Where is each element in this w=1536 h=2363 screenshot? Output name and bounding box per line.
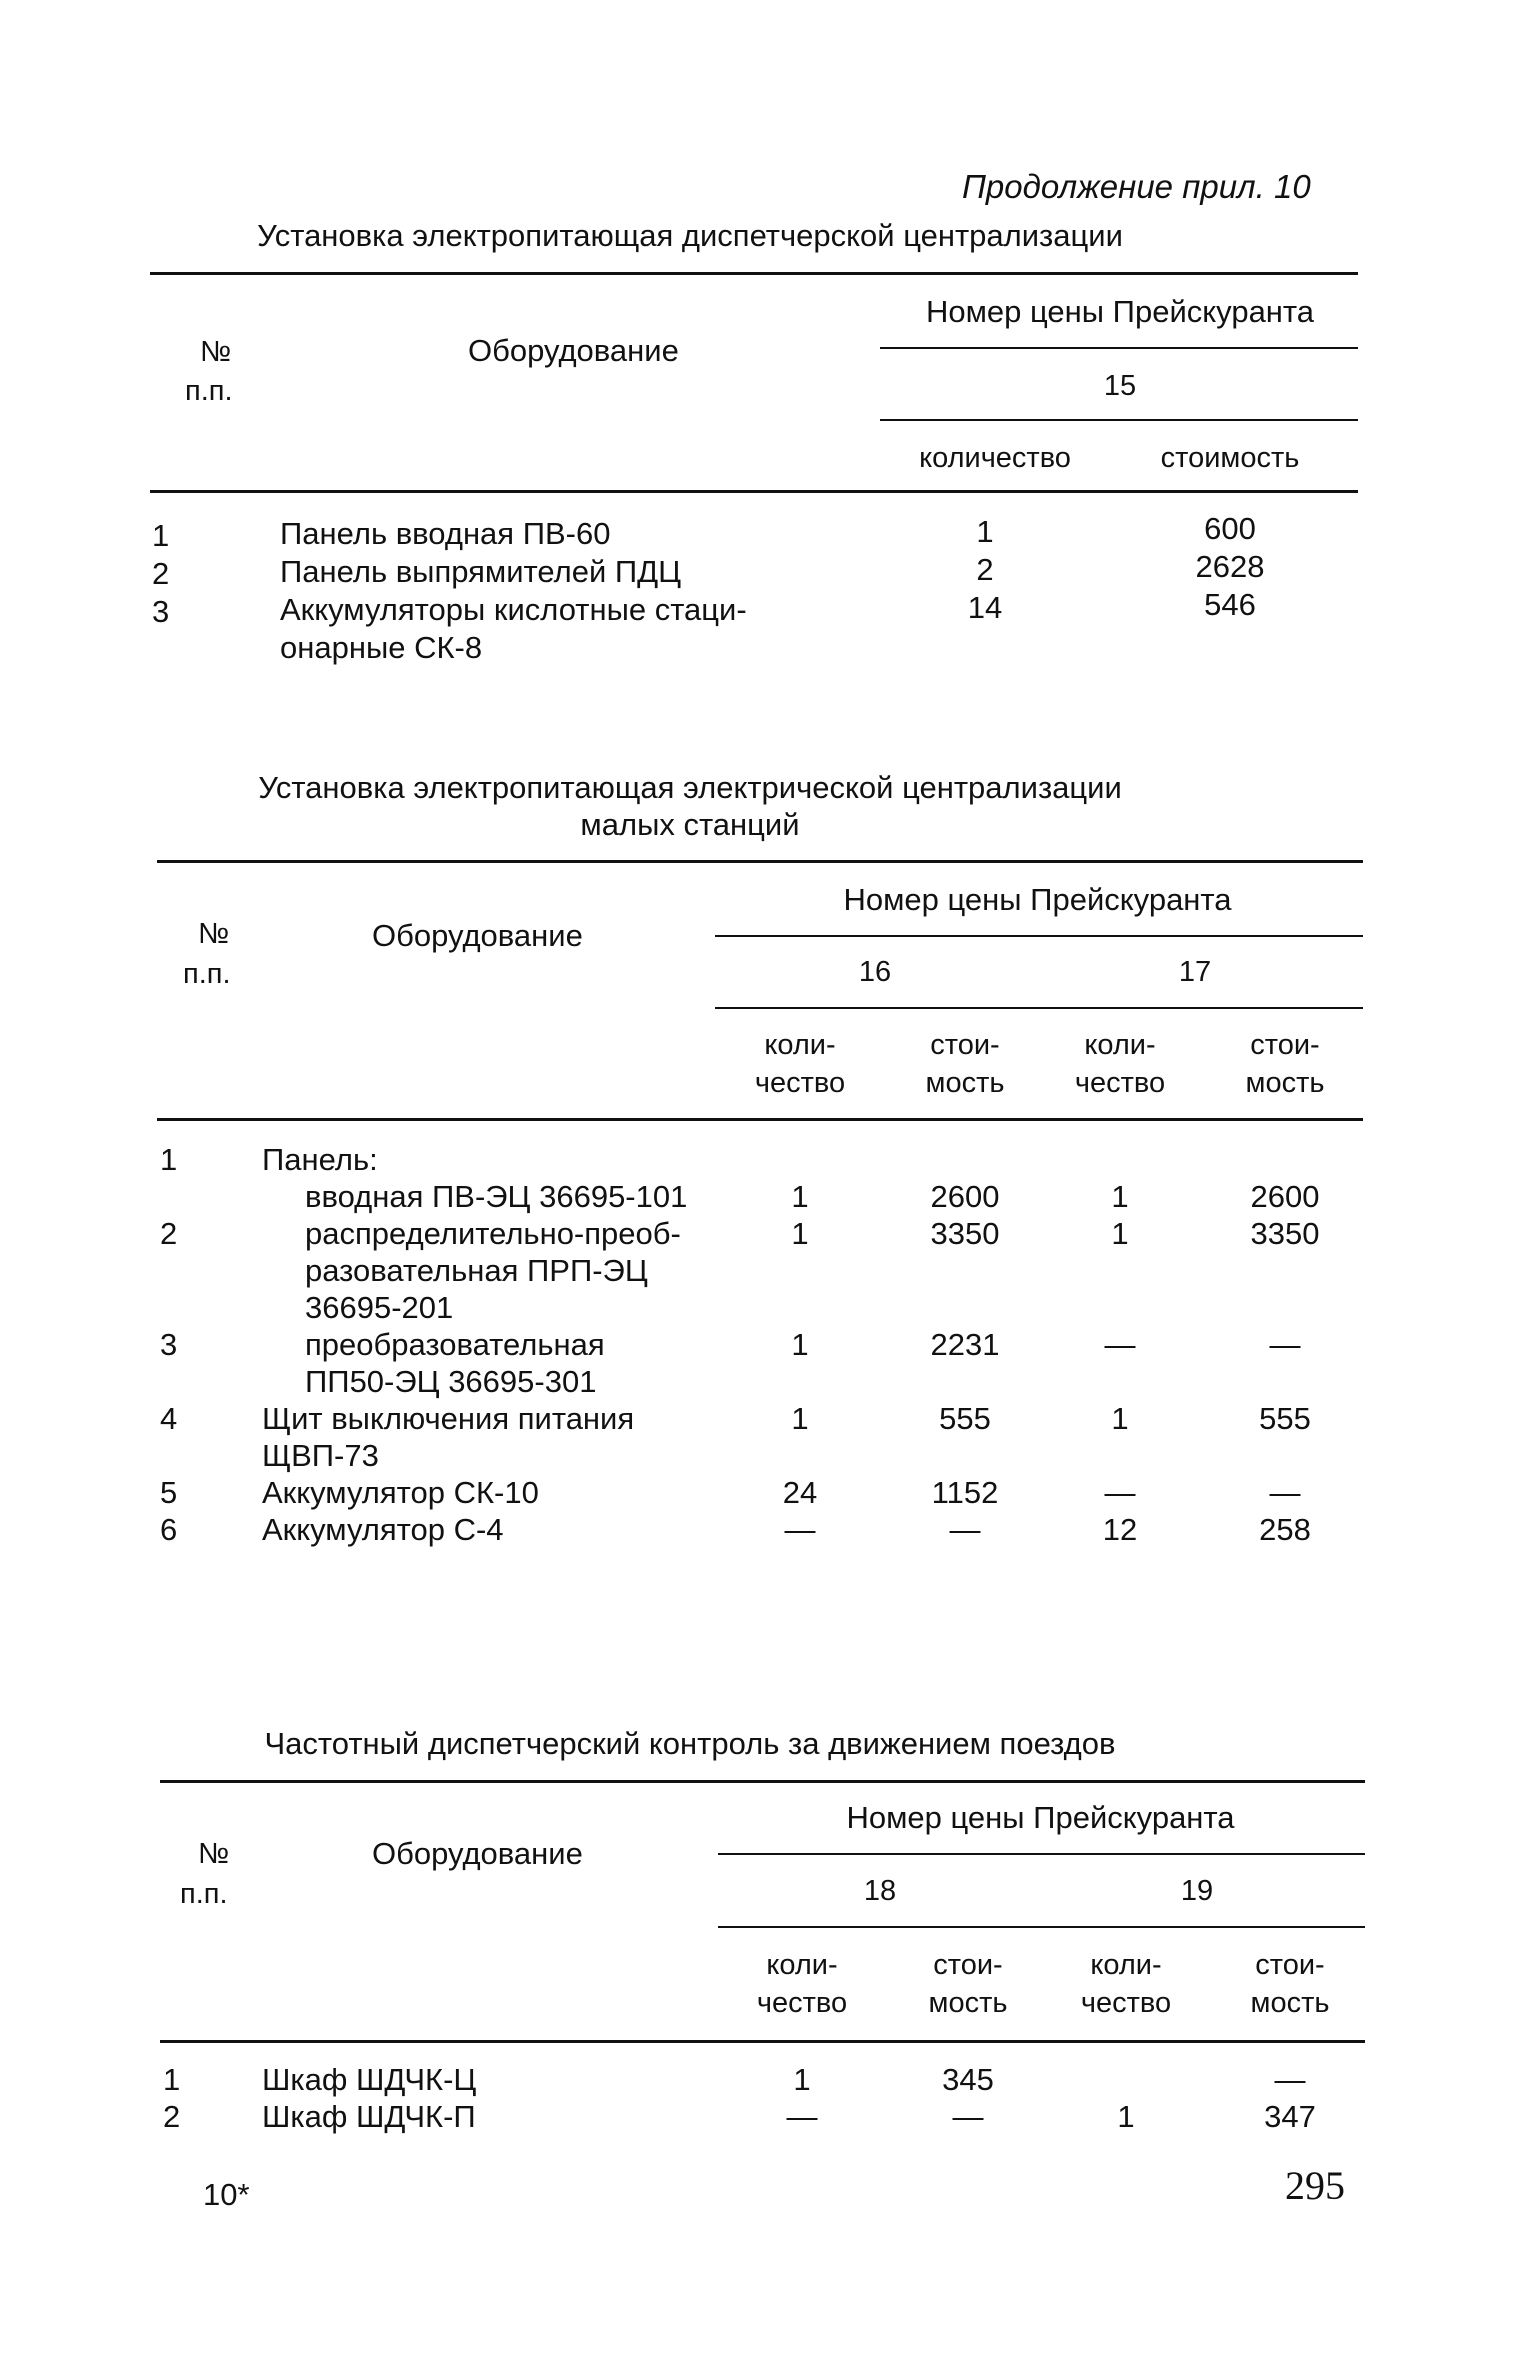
table-1-header-rule-2 <box>880 419 1358 421</box>
table-3-col-cost-19: стои- мость <box>1250 1949 1330 2019</box>
table-3-header-bottom-rule <box>160 2040 1365 2043</box>
table-row-number: 3 <box>160 1327 178 1362</box>
table-2-col-cost-17: стои- мость <box>1245 1029 1325 1099</box>
table-row-name: распределительно-преоб- <box>305 1216 681 1251</box>
table-3-price-a: 18 <box>863 1875 897 1907</box>
table-3-col-no: № <box>198 1838 230 1870</box>
table-1-price-number: 15 <box>1103 370 1137 402</box>
table-2-col-qty-16: коли- чество <box>754 1029 846 1099</box>
table-1-col-cost: стоимость <box>1160 442 1300 474</box>
table-row-cost-18: 345 <box>942 2062 994 2097</box>
table-2-title: Установка электропитающая электрической централизации <box>258 770 1122 805</box>
table-row-qty-18: — <box>786 2099 818 2134</box>
table-row-cost: 546 <box>1204 587 1256 622</box>
table-row-number: 2 <box>152 556 170 591</box>
table-row-name-continued: ЩВП-73 <box>262 1438 379 1473</box>
table-2-top-rule <box>157 860 1363 863</box>
table-1-col-equipment: Оборудование <box>468 333 679 368</box>
table-row-cost-17: — <box>1269 1327 1301 1362</box>
table-row-cost-16: 1152 <box>931 1475 999 1510</box>
table-2-header-rule-2 <box>715 1007 1363 1009</box>
table-row-qty-17: 1 <box>1111 1216 1129 1251</box>
table-row-number: 6 <box>160 1512 178 1547</box>
table-3-price-header: Номер цены Прейскуранта <box>846 1800 1235 1835</box>
table-row-number: 3 <box>152 594 170 629</box>
table-row-number: 2 <box>163 2099 181 2134</box>
table-2-col-qty-17: коли- чество <box>1074 1029 1166 1099</box>
table-row-cost: 2628 <box>1195 549 1265 584</box>
table-row-number: 2 <box>160 1216 178 1251</box>
table-row-name: Шкаф ШДЧК-П <box>262 2099 476 2134</box>
table-row-cost-16: 3350 <box>930 1216 1000 1251</box>
table-row-qty-17: 1 <box>1111 1401 1129 1436</box>
table-row-qty: 14 <box>967 590 1003 625</box>
appendix-caption: Продолжение прил. 10 <box>962 168 1311 205</box>
table-row-cost-18: — <box>952 2099 984 2134</box>
table-2-header-rule-1 <box>715 935 1363 937</box>
table-row-name: вводная ПВ-ЭЦ 36695-101 <box>305 1179 688 1214</box>
table-row-qty-16: 1 <box>791 1401 809 1436</box>
table-2-col-no-sub: п.п. <box>183 958 231 990</box>
table-1-col-no: № <box>200 336 232 368</box>
table-3-col-qty-18: коли- чество <box>756 1949 848 2019</box>
table-3-col-equipment: Оборудование <box>372 1836 583 1871</box>
table-row-qty-18: 1 <box>793 2062 811 2097</box>
table-2-price-header: Номер цены Прейскуранта <box>843 882 1232 917</box>
table-3-title: Частотный диспетчерский контроль за движением поездов <box>264 1726 1116 1761</box>
table-row-name: преобразовательная <box>305 1327 605 1362</box>
table-row-number: 5 <box>160 1475 178 1510</box>
table-row-cost-19: 347 <box>1264 2099 1316 2134</box>
table-1-col-no-sub: п.п. <box>185 375 233 407</box>
table-row-qty-17: — <box>1104 1327 1136 1362</box>
table-1-top-rule <box>150 272 1358 275</box>
table-row-qty-16: 1 <box>791 1216 809 1251</box>
table-row-cost-16: — <box>949 1512 981 1547</box>
table-row-name-continued: 36695-201 <box>305 1290 454 1325</box>
table-row-name: Панель: <box>262 1142 378 1177</box>
table-2-col-equipment: Оборудование <box>372 918 583 953</box>
table-row-name: Панель вводная ПВ-60 <box>280 516 611 551</box>
table-2-header-bottom-rule <box>157 1118 1363 1121</box>
table-1-col-qty: количество <box>919 442 1071 474</box>
table-row-name: Щит выключения питания <box>262 1401 635 1436</box>
table-row-qty-17: — <box>1104 1475 1136 1510</box>
table-row-cost-17: 2600 <box>1250 1179 1320 1214</box>
table-row-cost-16: 555 <box>939 1401 991 1436</box>
table-row-qty-16: 1 <box>791 1179 809 1214</box>
table-row-number: 4 <box>160 1401 178 1436</box>
table-1-header-rule-1 <box>880 347 1358 349</box>
table-row-name: Аккумуляторы кислотные стаци- <box>280 592 747 627</box>
table-2-title-line-2: малых станций <box>580 807 800 842</box>
table-row-cost: 600 <box>1204 511 1256 546</box>
table-row-qty-16: 1 <box>791 1327 809 1362</box>
table-1-price-header: Номер цены Прейскуранта <box>925 294 1315 329</box>
table-3-col-cost-18: стои- мость <box>928 1949 1008 2019</box>
table-3-top-rule <box>160 1780 1365 1783</box>
table-row-qty-16: — <box>784 1512 816 1547</box>
table-2-price-a: 16 <box>858 956 892 988</box>
table-row-qty-17: 1 <box>1111 1179 1129 1214</box>
page-number: 295 <box>1285 2163 1345 2208</box>
table-row-qty-19: 1 <box>1117 2099 1135 2134</box>
table-row-cost-17: — <box>1269 1475 1301 1510</box>
table-row-qty: 1 <box>976 514 994 549</box>
table-row-name: Панель выпрямителей ПДЦ <box>280 554 682 589</box>
table-row-cost-16: 2231 <box>930 1327 1000 1362</box>
table-row-cost-17: 258 <box>1259 1512 1311 1547</box>
table-1-header-bottom-rule <box>150 490 1358 493</box>
table-row-qty-17: 12 <box>1102 1512 1138 1547</box>
table-row-name-continued: онарные СК-8 <box>280 630 483 665</box>
table-2-col-no: № <box>198 918 230 950</box>
table-3-col-qty-19: коли- чество <box>1080 1949 1172 2019</box>
table-row-number: 1 <box>160 1142 178 1177</box>
table-row-name: Шкаф ШДЧК-Ц <box>262 2062 477 2097</box>
table-row-name-continued: разовательная ПРП-ЭЦ <box>305 1253 648 1288</box>
table-row-name: Аккумулятор С-4 <box>262 1512 504 1547</box>
table-row-name-continued: ПП50-ЭЦ 36695-301 <box>305 1364 597 1399</box>
table-2-col-cost-16: стои- мость <box>925 1029 1005 1099</box>
table-row-name: Аккумулятор СК-10 <box>262 1475 539 1510</box>
table-3-header-rule-1 <box>718 1853 1365 1855</box>
signature-mark: 10* <box>203 2177 250 2212</box>
table-row-qty-16: 24 <box>782 1475 818 1510</box>
table-row-cost-19: — <box>1274 2062 1306 2097</box>
table-1-title: Установка электропитающая диспетчерской централизации <box>257 218 1123 253</box>
table-3-price-b: 19 <box>1180 1875 1214 1907</box>
table-row-number: 1 <box>152 518 170 553</box>
table-row-cost-16: 2600 <box>930 1179 1000 1214</box>
table-row-number: 1 <box>163 2062 181 2097</box>
table-row-cost-17: 555 <box>1259 1401 1311 1436</box>
table-row-cost-17: 3350 <box>1250 1216 1320 1251</box>
table-3-col-no-sub: п.п. <box>180 1878 228 1910</box>
table-3-header-rule-2 <box>718 1926 1365 1928</box>
table-row-qty: 2 <box>976 552 994 587</box>
table-2-price-b: 17 <box>1178 956 1212 988</box>
